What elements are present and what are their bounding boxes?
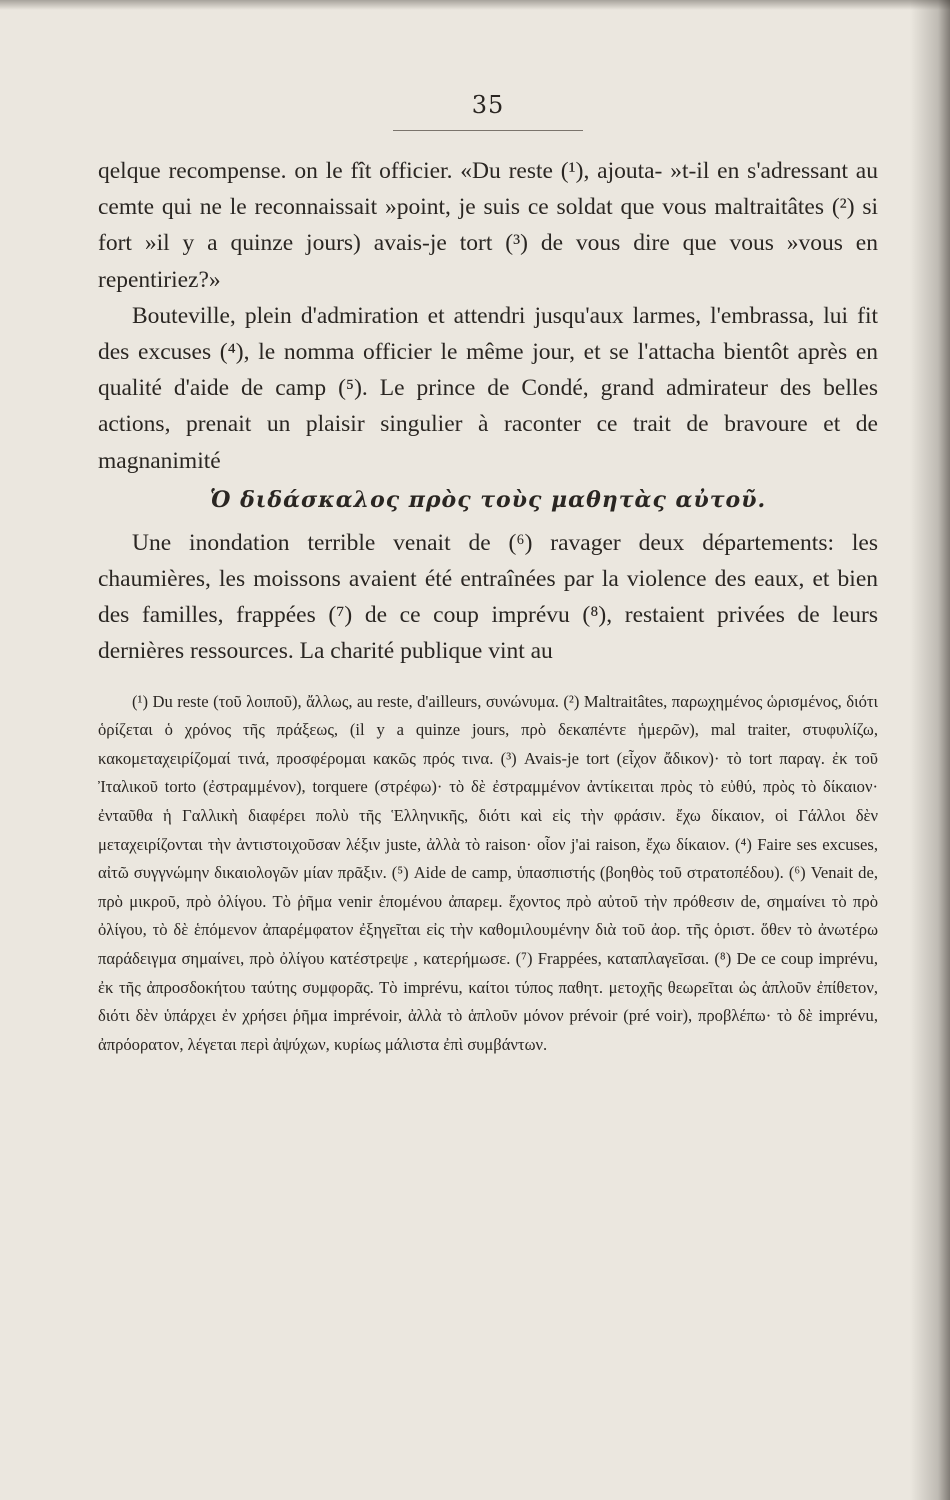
section-paragraph: Une inondation terrible venait de (⁶) ravager deux départements: les chaumières, les moissons avaient été entraînées par la violence des eaux, et bien des familles, frappées (⁷) de ce coup imprévu (⁸), restaient privées de leurs dernières ressources. La charité publique vint au [98, 529, 878, 665]
main-text [98, 153, 878, 479]
page-top-shadow [0, 0, 950, 10]
footnotes: (¹) Du reste (τοῦ λοιποῦ), ἄλλως, au reste, d'ailleurs, συνώνυμα. (²) Maltraitâtes, παρωχημένος ὡρισμένος, διότι ὁρίζεται ὁ χρόνος τῆς πράξεως, (il y a quinze jours, πρὸ δεκαπέντε ἡμερῶν), mal traiter, στυφυλίζω, κακομεταχειρίζομαί τινά, προσφέρομαι κακῶς πρός τινα. (³) Avais-je tort (εἶχον ἄδικον)· τὸ tort παραγ. ἐκ τοῦ Ἰταλικοῦ torto (ἐστραμμένον), torquere (στρέφω)· τὸ δὲ ἐστραμμένον ἀντίκειται πρὸς τὸ εὐθύ, πρὸς τὸ δίκαιον· ἐνταῦθα ἡ Γαλλικὴ διαφέρει πολὺ τῆς Ἑλληνικῆς, διότι καὶ εἰς τὴν φράσιν. ἔχω δίκαιον, οἱ Γάλλοι δὲν μεταχειρίζονται τὴν ἀντιστοιχοῦσαν λέξιν juste, ἀλλὰ τὸ raison· οἷον j'ai raison, ἔχω δίκαιον. (⁴) Faire ses excuses, αἰτῶ συγγνώμην δικαιολογῶν μίαν πρᾶξιν. (⁵) Aide de camp, ὑπασπιστής (βοηθὸς τοῦ στρατοπέδου). (⁶) Venait de, πρὸ μικροῦ, πρὸ ὀλίγου. Τὸ ῥῆμα venir ἑπομένου ἀπαρεμ. ἔχοντος πρὸ αὐτοῦ τὴν πρόθεσιν de, σημαίνει τὸ πρὸ ὀλίγου, τὸ δὲ ἑπόμενον ἀπαρέμφατον ἐξηγεῖται εἰς τὴν καθομιλουμένην διὰ τοῦ ἀορ. τῆς ὁριστ. ὅθεν τὸ ἀνωτέρω παράδειγμα σημαίνει, πρὸ ὀλίγου κατέστρεψε , κατερήμωσε. (⁷) Frappées, καταπλαγεῖσαι. (⁸) De ce coup imprévu, ἐκ τῆς ἀπροσδοκήτου ταύτης συμφορᾶς. Τὸ imprévu, καίτοι τύπος παθητ. μετοχῆς θεωρεῖται ὡς ἁπλοῦν ἐπίθετον, διότι δὲν ὑπάρχει ἐν χρήσει ῥῆμα imprévoir, ἀλλὰ τὸ ἁπλοῦν μόνον prévoir (pré voir), προβλέπω· τὸ δὲ imprévu, ἀπρόορατον, λέγεται περὶ ἀψύχων, κυρίως μάλιστα ἐπὶ συμβάντων. [98, 691, 878, 1054]
book-page [98, 88, 878, 1059]
page-number: 35 [471, 91, 505, 119]
page-edge-shadow [910, 0, 950, 1500]
header-rule [393, 130, 583, 131]
section-text [98, 525, 878, 670]
paragraph-2: Bouteville, plein d'admiration et attendri jusqu'aux larmes, l'embrassa, lui fit des excuses (⁴), le nomma officier le même jour, et se l'attacha bientôt après en qualité d'aide de camp (⁵). Le prince de Condé, grand admirateur des belles actions, prenait un plaisir singulier à raconter ce trait de bravoure et de magnanimité [98, 302, 878, 474]
section-title: Ὁ διδάσκαλος πρὸς τοὺς μαθητὰς αὐτοῦ. [209, 486, 767, 513]
paragraph-1: qelque recompense. on le fît officier. «Du reste (¹), ajouta- »t-il en s'adressant au cemte qui ne le reconnaissait »point, je suis ce soldat que vous maltraitâtes (²) si fort »il y a quinze jours) avais-je tort (³) de vous dire que vous »vous en repentiriez?» [98, 158, 878, 293]
